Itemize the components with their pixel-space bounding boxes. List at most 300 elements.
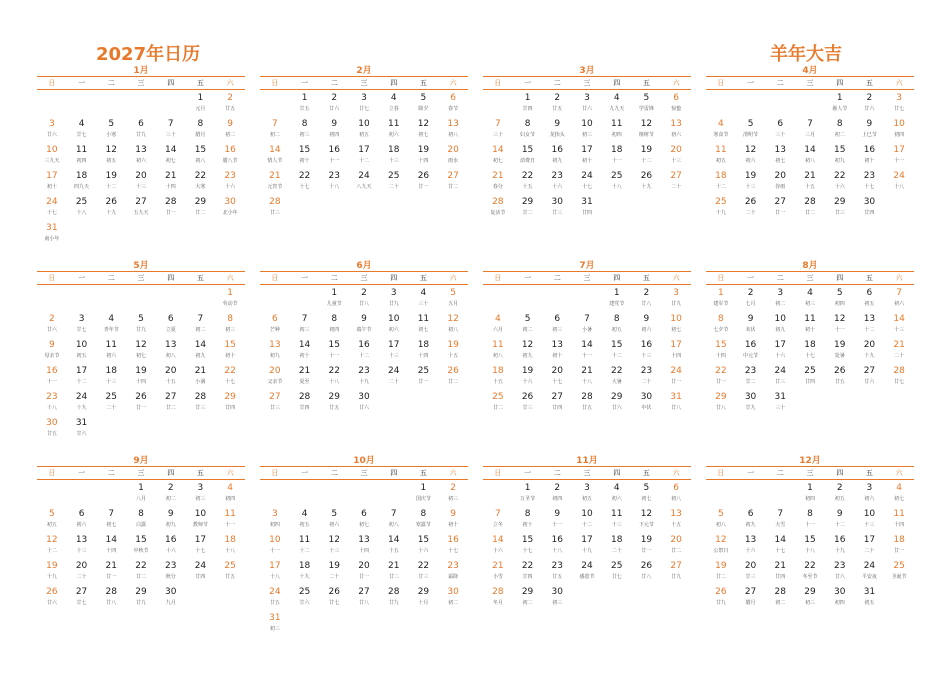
- day-number: 20: [135, 171, 147, 181]
- day-number: 19: [640, 535, 653, 545]
- day-number: 5: [138, 314, 144, 324]
- day-cell: [513, 482, 543, 508]
- day-cell: [37, 196, 67, 222]
- lunar-label: 初三: [448, 496, 459, 502]
- day-number: 17: [893, 145, 905, 155]
- month-block: [260, 261, 468, 456]
- day-number: 28: [387, 587, 400, 597]
- day-cell: [215, 196, 245, 222]
- day-cell: [661, 144, 691, 170]
- day-number: 13: [670, 509, 682, 519]
- day-number: 29: [135, 587, 147, 597]
- day-number: 12: [46, 535, 58, 545]
- day-cell: [67, 586, 97, 612]
- lunar-label: 二十: [745, 210, 756, 216]
- lunar-label: 初四: [76, 158, 87, 164]
- month-block: [483, 261, 691, 456]
- lunar-label: 十八: [552, 548, 563, 554]
- day-number: 19: [744, 171, 757, 181]
- lunar-label: 初五: [46, 522, 57, 528]
- lunar-label: 万圣节: [520, 496, 536, 502]
- lunar-label: 立冬: [492, 522, 503, 528]
- day-cell: [379, 339, 409, 365]
- day-number: 15: [194, 145, 207, 155]
- day-cell: [765, 313, 795, 339]
- day-number: 18: [715, 171, 727, 181]
- day-cell: [260, 339, 290, 365]
- day-cell: [765, 196, 795, 222]
- day-number: 6: [167, 314, 174, 324]
- lunar-label: 廿七: [76, 132, 87, 138]
- weekday-label: 五: [196, 469, 204, 477]
- lunar-label: 教师节: [192, 522, 208, 528]
- day-cell: [96, 196, 126, 222]
- lunar-label: 初二: [195, 327, 206, 333]
- day-number: 10: [194, 509, 207, 519]
- day-cell: [290, 534, 320, 560]
- month-block: [706, 261, 914, 456]
- day-number: 27: [75, 587, 88, 597]
- month-block: [260, 456, 468, 651]
- day-cell: [513, 313, 543, 339]
- day-number: 14: [804, 145, 816, 155]
- lunar-label: 初四: [804, 496, 815, 502]
- day-cell: [795, 560, 825, 586]
- day-cell: [602, 313, 632, 339]
- day-number: 15: [417, 535, 430, 545]
- weekday-label: 六: [226, 274, 234, 282]
- day-number: 22: [194, 171, 207, 181]
- day-cell: [260, 313, 290, 339]
- weekday-label: 四: [167, 469, 175, 477]
- day-cell: [67, 144, 97, 170]
- day-cell: [884, 339, 914, 365]
- day-number: 10: [774, 314, 786, 324]
- day-cell: [884, 287, 914, 313]
- day-number: 18: [224, 535, 236, 545]
- lunar-label: 初十: [804, 327, 815, 333]
- day-number: 1: [613, 288, 620, 298]
- day-number: 2: [554, 483, 561, 493]
- weekday-header: [260, 76, 468, 90]
- lunar-label: 复活节: [490, 210, 506, 216]
- weekday-label: 六: [672, 79, 680, 87]
- day-number: 21: [492, 561, 504, 571]
- day-number: 13: [774, 145, 786, 155]
- day-number: 19: [447, 340, 459, 350]
- day-number: 21: [774, 561, 786, 571]
- day-number: 13: [135, 145, 147, 155]
- day-number: 19: [328, 561, 340, 571]
- month-name: 8月: [802, 261, 818, 271]
- day-cell: [513, 339, 543, 365]
- day-number: 13: [863, 314, 876, 324]
- lunar-label: 初三: [804, 301, 815, 307]
- weekday-header: [37, 271, 245, 285]
- day-number: 7: [777, 509, 784, 519]
- lunar-label: 廿四: [299, 405, 310, 411]
- lunar-label: 十一: [804, 522, 815, 528]
- day-cell: [855, 365, 885, 391]
- day-cell: [795, 365, 825, 391]
- day-cell: [349, 508, 379, 534]
- weekday-label: 日: [717, 469, 725, 477]
- lunar-label: 十二: [864, 327, 875, 333]
- weekday-label: 日: [717, 79, 725, 87]
- day-cell: [438, 508, 468, 534]
- day-cell: [855, 144, 885, 170]
- weekday-label: 一: [524, 79, 532, 87]
- weekday-label: 五: [642, 274, 650, 282]
- day-number: 17: [774, 340, 786, 350]
- day-number: 20: [670, 145, 682, 155]
- lunar-label: 五月: [448, 301, 459, 307]
- day-number: 31: [581, 197, 593, 207]
- lunar-label: 初三: [195, 496, 206, 502]
- day-number: 25: [610, 171, 623, 181]
- day-cell: [661, 560, 691, 586]
- empty-cell: [483, 482, 513, 508]
- lunar-label: 小暑: [581, 327, 592, 333]
- day-number: 2: [361, 288, 367, 298]
- lunar-label: 廿七: [894, 379, 905, 385]
- lunar-label: 秋分: [165, 574, 176, 580]
- lunar-label: 初七: [418, 132, 429, 138]
- day-cell: [290, 170, 320, 196]
- day-number: 30: [551, 587, 563, 597]
- day-number: 16: [447, 535, 459, 545]
- day-cell: [409, 92, 439, 118]
- day-number: 4: [420, 288, 427, 298]
- day-cell: [884, 508, 914, 534]
- lunar-label: 十七: [299, 184, 310, 190]
- lunar-label: 十二: [715, 184, 726, 190]
- day-number: 27: [358, 587, 370, 597]
- day-cell: [825, 508, 855, 534]
- day-number: 8: [613, 314, 620, 324]
- day-cell: [602, 92, 632, 118]
- day-number: 1: [197, 93, 204, 103]
- day-number: 28: [269, 197, 281, 207]
- day-number: 6: [271, 314, 278, 324]
- lunar-label: 初三: [299, 132, 310, 138]
- lunar-label: 十三: [76, 548, 87, 554]
- lunar-label: 十一: [329, 353, 340, 359]
- month-block: [706, 66, 914, 261]
- day-number: 26: [447, 366, 459, 376]
- day-number: 24: [75, 392, 88, 402]
- day-number: 21: [105, 561, 117, 571]
- day-cell: [260, 365, 290, 391]
- day-cell: [884, 313, 914, 339]
- weekday-header: [483, 76, 691, 90]
- weekday-label: 六: [226, 79, 234, 87]
- weekday-header: [483, 271, 691, 285]
- day-number: 9: [836, 509, 843, 519]
- day-number: 2: [836, 483, 843, 493]
- weekday-label: 五: [865, 79, 873, 87]
- day-cell: [483, 339, 513, 365]
- lunar-label: 廿五: [269, 600, 280, 606]
- day-number: 17: [75, 366, 88, 376]
- lunar-label: 廿二: [448, 184, 459, 190]
- day-number: 23: [833, 561, 846, 571]
- day-cell: [483, 365, 513, 391]
- day-number: 20: [744, 561, 757, 571]
- day-cell: [215, 170, 245, 196]
- lunar-label: 三九天: [44, 158, 60, 164]
- day-number: 19: [833, 340, 846, 350]
- lunar-label: 廿九: [671, 301, 682, 307]
- day-number: 13: [269, 340, 281, 350]
- lunar-label: 五九天: [133, 210, 149, 216]
- lunar-label: 初四: [834, 600, 845, 606]
- weekday-label: 五: [419, 469, 427, 477]
- page-title: 2027年日历: [96, 44, 201, 65]
- day-number: 3: [866, 483, 873, 493]
- day-cell: [260, 508, 290, 534]
- lunar-label: 廿一: [671, 379, 682, 385]
- lunar-label: 十二: [581, 522, 592, 528]
- lunar-label: 十六: [552, 184, 563, 190]
- lunar-label: 十四: [106, 548, 117, 554]
- weekday-label: 一: [78, 274, 86, 282]
- day-cell: [795, 118, 825, 144]
- lunar-label: 腊月: [745, 600, 756, 606]
- day-number: 21: [804, 171, 816, 181]
- day-number: 11: [715, 145, 727, 155]
- month-block: [37, 261, 245, 456]
- lunar-label: 廿三: [522, 405, 533, 411]
- day-cell: [736, 508, 766, 534]
- lunar-label: 廿四: [522, 106, 533, 112]
- day-cell: [67, 560, 97, 586]
- day-cell: [409, 586, 439, 612]
- lunar-label: 十九: [641, 184, 652, 190]
- day-cell: [661, 313, 691, 339]
- lunar-label: 十八: [581, 379, 592, 385]
- day-cell: [542, 508, 572, 534]
- lunar-label: 初五: [834, 496, 845, 502]
- day-cell: [602, 482, 632, 508]
- day-cell: [319, 508, 349, 534]
- lunar-label: 十五: [671, 522, 682, 528]
- empty-cell: [186, 287, 216, 313]
- day-cell: [126, 534, 156, 560]
- lunar-label: 处暑: [834, 353, 845, 359]
- day-number: 21: [164, 171, 177, 181]
- day-cell: [215, 482, 245, 508]
- day-cell: [96, 313, 126, 339]
- day-cell: [438, 170, 468, 196]
- empty-cell: [290, 482, 320, 508]
- day-cell: [572, 170, 602, 196]
- lunar-label: 十二: [641, 158, 652, 164]
- lunar-label: 十九: [76, 405, 87, 411]
- day-number: 13: [75, 535, 88, 545]
- day-cell: [349, 365, 379, 391]
- day-number: 26: [46, 587, 58, 597]
- lunar-label: 初五: [581, 496, 592, 502]
- day-cell: [186, 118, 216, 144]
- day-number: 27: [164, 392, 177, 402]
- day-number: 5: [331, 509, 338, 519]
- empty-cell: [126, 287, 156, 313]
- day-number: 14: [492, 535, 504, 545]
- day-cell: [706, 586, 736, 612]
- day-cell: [513, 170, 543, 196]
- lunar-label: 十五: [804, 184, 815, 190]
- day-number: 30: [164, 587, 177, 597]
- day-cell: [186, 534, 216, 560]
- weekday-label: 五: [196, 274, 204, 282]
- day-cell: [379, 118, 409, 144]
- day-number: 25: [610, 561, 623, 571]
- lunar-label: 十七: [775, 548, 786, 554]
- day-number: 22: [417, 561, 430, 571]
- day-cell: [855, 586, 885, 612]
- lunar-label: 初七: [106, 522, 117, 528]
- lunar-label: 冬至节: [802, 574, 818, 580]
- empty-cell: [765, 482, 795, 508]
- lunar-label: 十四: [358, 548, 369, 554]
- lunar-label: 初六: [671, 132, 682, 138]
- day-number: 6: [450, 93, 456, 103]
- lunar-label: 廿五: [834, 379, 845, 385]
- day-cell: [795, 586, 825, 612]
- lunar-label: 八月: [135, 496, 146, 502]
- day-cell: [483, 508, 513, 534]
- lunar-label: 雨水: [448, 158, 459, 164]
- day-number: 22: [521, 561, 534, 571]
- lunar-label: 廿五: [329, 405, 340, 411]
- day-number: 17: [863, 535, 876, 545]
- day-number: 21: [194, 366, 207, 376]
- day-cell: [572, 118, 602, 144]
- month-name: 10月: [353, 456, 375, 466]
- lunar-label: 初六: [611, 496, 622, 502]
- day-number: 12: [521, 340, 534, 350]
- day-number: 3: [777, 288, 784, 298]
- day-number: 15: [715, 340, 727, 350]
- weekday-label: 四: [390, 79, 398, 87]
- day-cell: [409, 508, 439, 534]
- day-number: 17: [358, 145, 370, 155]
- lunar-label: 初五: [611, 327, 622, 333]
- day-cell: [765, 391, 795, 417]
- lunar-label: 十九: [581, 548, 592, 554]
- day-number: 18: [387, 145, 400, 155]
- day-number: 11: [417, 314, 430, 324]
- lunar-label: 二十: [329, 574, 340, 580]
- lunar-label: 二十: [388, 184, 399, 190]
- day-number: 9: [167, 509, 174, 519]
- day-number: 20: [447, 145, 459, 155]
- lunar-label: 廿二: [804, 210, 815, 216]
- day-number: 25: [715, 197, 727, 207]
- lunar-label: 十三: [671, 158, 682, 164]
- weekday-label: 三: [360, 274, 368, 282]
- day-cell: [96, 391, 126, 417]
- day-number: 15: [833, 145, 846, 155]
- lunar-label: 初四: [329, 327, 340, 333]
- day-cell: [126, 313, 156, 339]
- day-number: 2: [227, 93, 233, 103]
- lunar-label: 十八: [329, 379, 340, 385]
- day-cell: [67, 339, 97, 365]
- day-cell: [736, 118, 766, 144]
- empty-cell: [290, 287, 320, 313]
- day-cell: [483, 560, 513, 586]
- day-cell: [156, 586, 186, 612]
- lunar-label: 白露: [135, 522, 146, 528]
- weekday-label: 一: [747, 79, 755, 87]
- weekday-header: [260, 271, 468, 285]
- day-number: 4: [613, 93, 620, 103]
- lunar-label: 廿二: [715, 574, 726, 580]
- day-cell: [186, 170, 216, 196]
- day-number: 6: [673, 483, 679, 493]
- day-number: 14: [893, 314, 905, 324]
- day-cell: [483, 170, 513, 196]
- day-cell: [349, 313, 379, 339]
- lunar-label: 廿六: [46, 600, 57, 606]
- weekday-label: 六: [895, 469, 903, 477]
- lunar-label: 初七: [671, 327, 682, 333]
- lunar-label: 十二: [358, 158, 369, 164]
- lunar-label: 初七: [894, 496, 905, 502]
- lunar-label: 十七: [448, 548, 459, 554]
- day-number: 5: [108, 119, 115, 129]
- lunar-label: 七夕节: [713, 327, 729, 333]
- day-number: 28: [164, 197, 177, 207]
- lunar-label: 初八: [448, 327, 459, 333]
- lunar-label: 初六: [745, 158, 756, 164]
- day-number: 12: [640, 509, 653, 519]
- month-block: [37, 456, 245, 651]
- day-cell: [765, 144, 795, 170]
- lunar-label: 初三: [552, 600, 563, 606]
- day-number: 10: [75, 340, 88, 350]
- day-number: 9: [866, 119, 873, 129]
- day-number: 4: [807, 288, 813, 298]
- weekday-label: 二: [553, 469, 561, 477]
- lunar-label: 廿四: [552, 405, 563, 411]
- lunar-label: 廿一: [775, 210, 786, 216]
- lunar-label: 初十: [46, 184, 57, 190]
- empty-cell: [67, 482, 97, 508]
- day-cell: [602, 560, 632, 586]
- month-name: 7月: [579, 261, 595, 271]
- empty-cell: [483, 92, 513, 118]
- day-cell: [186, 313, 216, 339]
- lunar-label: 十一: [46, 379, 57, 385]
- lunar-label: 初六: [388, 132, 399, 138]
- day-number: 25: [492, 392, 504, 402]
- day-number: 26: [744, 197, 757, 207]
- day-number: 31: [269, 613, 281, 623]
- lunar-label: 廿二: [165, 405, 176, 411]
- lunar-label: 十三: [641, 353, 652, 359]
- day-cell: [602, 287, 632, 313]
- day-grid: [706, 480, 914, 612]
- day-cell: [513, 365, 543, 391]
- lunar-label: 初四: [329, 132, 340, 138]
- month-name: 9月: [133, 456, 149, 466]
- lunar-label: 廿七: [894, 106, 905, 112]
- day-number: 24: [46, 197, 58, 207]
- day-cell: [795, 534, 825, 560]
